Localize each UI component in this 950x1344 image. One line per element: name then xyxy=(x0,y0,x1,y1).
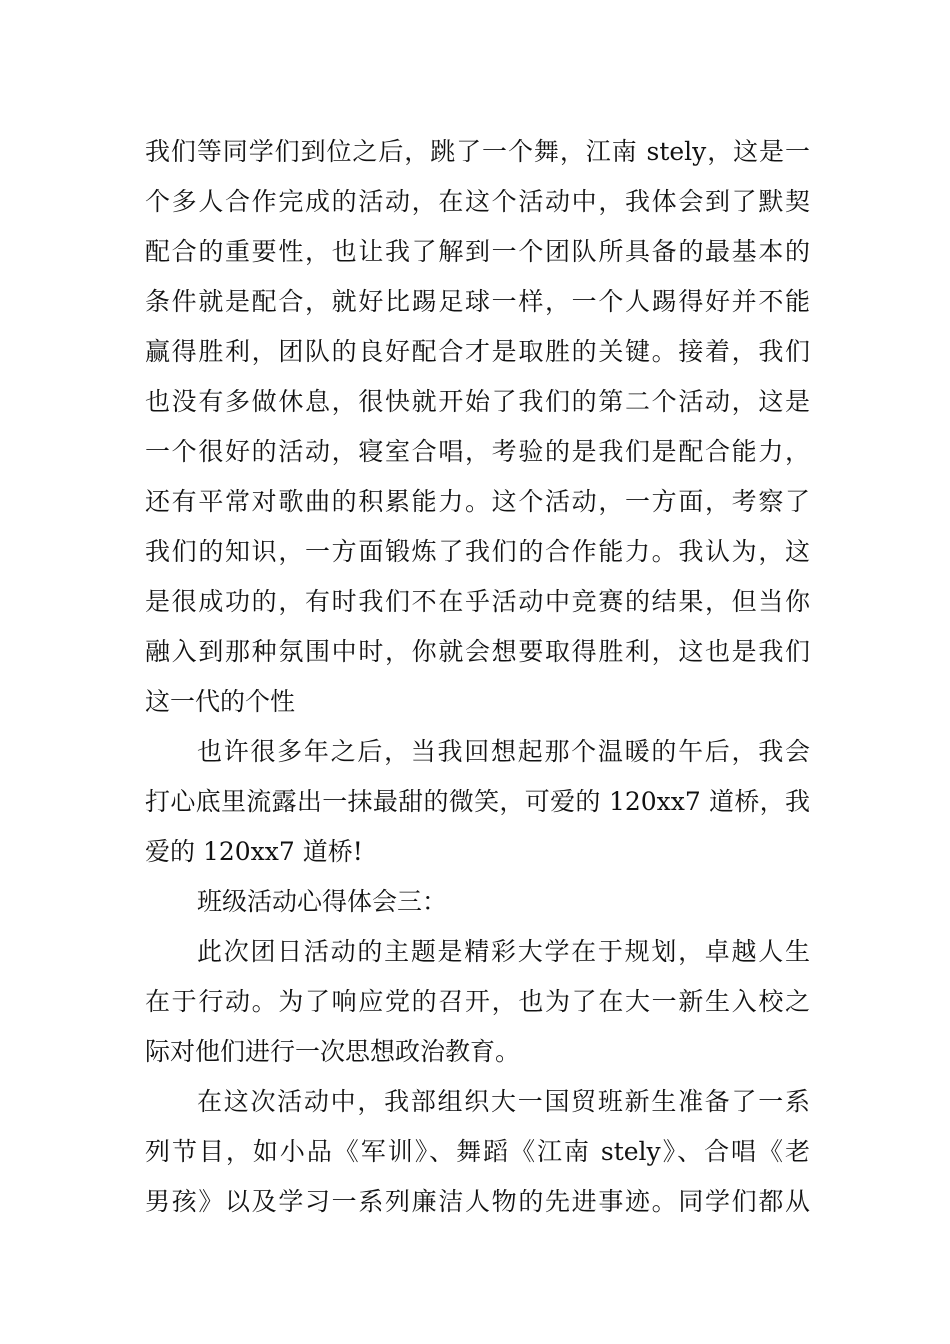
text-line: 列节目，如小品《军训》、舞蹈《江南 stely》、合唱《老 xyxy=(145,1137,810,1166)
text-line: 男孩》以及学习一系列廉洁人物的先进事迹。同学们都从 xyxy=(145,1187,810,1216)
text-line: 我们等同学们到位之后，跳了一个舞，江南 stely，这是一 xyxy=(145,137,810,166)
text-line: 也没有多做休息，很快就开始了我们的第二个活动，这是 xyxy=(145,387,810,416)
text-line: 打心底里流露出一抹最甜的微笑，可爱的 120xx7 道桥，我 xyxy=(145,787,810,816)
paragraph-3-heading xyxy=(145,877,810,927)
text-line: 在于行动。为了响应党的召开，也为了在大一新生入校之 xyxy=(145,987,810,1016)
paragraph-4 xyxy=(145,927,810,1077)
paragraph-2 xyxy=(145,727,810,877)
text-line: 条件就是配合，就好比踢足球一样，一个人踢得好并不能 xyxy=(145,287,810,316)
text-line: 际对他们进行一次思想政治教育。 xyxy=(145,1037,521,1066)
text-line: 配合的重要性，也让我了解到一个团队所具备的最基本的 xyxy=(145,237,810,266)
text-line: 融入到那种氛围中时，你就会想要取得胜利，这也是我们 xyxy=(145,637,810,666)
text-line: 还有平常对歌曲的积累能力。这个活动，一方面，考察了 xyxy=(145,487,810,516)
text-line: 个多人合作完成的活动，在这个活动中，我体会到了默契 xyxy=(145,187,810,216)
text-line: 赢得胜利，团队的良好配合才是取胜的关键。接着，我们 xyxy=(145,337,810,366)
text-line: 也许很多年之后，当我回想起那个温暖的午后，我会 xyxy=(197,737,810,766)
section-heading: 班级活动心得体会三： xyxy=(197,887,448,916)
text-line: 我们的知识，一方面锻炼了我们的合作能力。我认为，这 xyxy=(145,537,810,566)
text-line: 在这次活动中，我部组织大一国贸班新生准备了一系 xyxy=(197,1087,810,1116)
text-line: 这一代的个性 xyxy=(145,687,296,716)
paragraph-5 xyxy=(145,1077,810,1227)
text-line: 一个很好的活动，寝室合唱，考验的是我们是配合能力， xyxy=(145,437,810,466)
document-body xyxy=(145,127,810,1227)
text-line: 爱的 120xx7 道桥! xyxy=(145,837,363,866)
paragraph-1 xyxy=(145,127,810,727)
text-line: 此次团日活动的主题是精彩大学在于规划，卓越人生 xyxy=(197,937,810,966)
text-line: 是很成功的，有时我们不在乎活动中竞赛的结果，但当你 xyxy=(145,587,810,616)
